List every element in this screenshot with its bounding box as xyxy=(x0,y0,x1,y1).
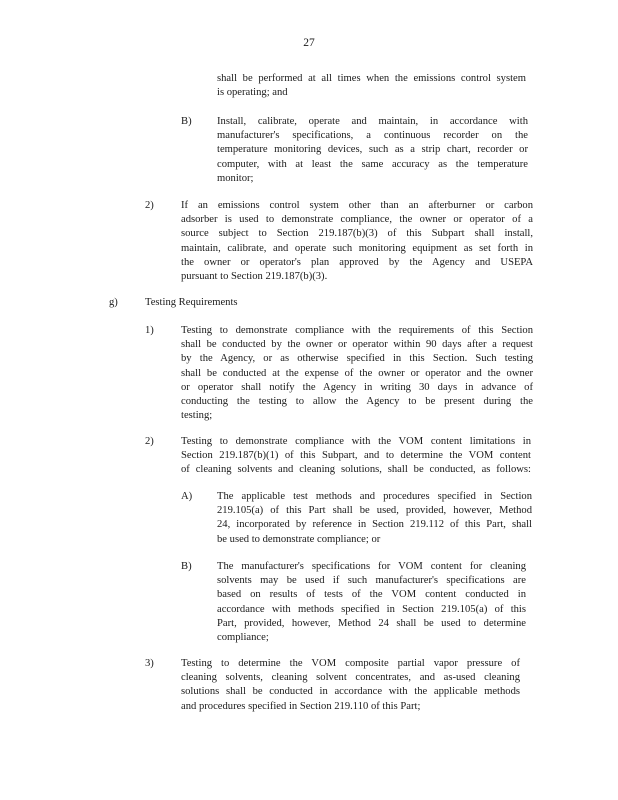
text-line: or operator shall notify the Agency in writing 30 days in advance of xyxy=(181,381,533,393)
text-line: Install, calibrate, operate and maintain, in accordance with xyxy=(217,116,528,127)
paragraph-item-b xyxy=(217,115,528,186)
text-line: monitor; xyxy=(217,172,254,184)
text-line: shall be conducted by the owner or operator within 90 days after a request xyxy=(181,339,533,351)
text-line: Section 219.187(b)(1) of this Subpart, and to determine the VOM content xyxy=(181,450,531,462)
text-line: adsorber is used to demonstrate compliance, the owner or operator of a xyxy=(181,214,533,226)
text-line: source subject to Section 219.187(b)(3) of this Subpart shall install, xyxy=(181,228,533,240)
item-label: 1) xyxy=(145,325,154,336)
text-line: and procedures specified in Section 219.110 of this Part; xyxy=(181,700,421,712)
text-line: solutions shall be conducted in accordance with the applicable methods xyxy=(181,686,520,698)
text-line: cleaning solvents, cleaning solvent concentrates, and as-used cleaning xyxy=(181,672,520,684)
text-line: pursuant to Section 219.187(b)(3). xyxy=(181,270,328,282)
text-line: based on results of tests of the VOM content conducted in xyxy=(217,589,526,601)
text-line: maintain, calibrate, and operate such monitoring equipment as set forth in xyxy=(181,242,533,254)
text-line: is operating; and xyxy=(217,87,288,99)
paragraph-item-g2 xyxy=(181,435,531,478)
text-line: If an emissions control system other than an afterburner or carbon xyxy=(181,200,533,211)
text-line: manufacturer's specifications, a continuous recorder on the xyxy=(217,130,528,142)
item-label: B) xyxy=(181,116,192,127)
paragraph-item-g3 xyxy=(181,657,520,714)
paragraph-item-g2a xyxy=(217,490,532,547)
text-line: the owner or operator's plan approved by the Agency and USEPA xyxy=(181,256,533,268)
text-line: Testing to demonstrate compliance with the requirements of this Section xyxy=(181,325,533,336)
item-label: 2) xyxy=(145,200,154,211)
text-line: of cleaning solvents and cleaning solutions, shall be conducted, as follows: xyxy=(181,464,531,476)
text-line: The manufacturer's specifications for VOM content for cleaning xyxy=(217,561,526,572)
text-line: Testing to determine the VOM composite partial vapor pressure of xyxy=(181,658,520,669)
text-line: Testing to demonstrate compliance with the VOM content limitations in xyxy=(181,436,531,447)
item-label: B) xyxy=(181,561,192,572)
text-line: 219.105(a) of this Part shall be used, provided, however, Method xyxy=(217,505,532,517)
section-heading xyxy=(145,296,345,310)
paragraph-item-g1 xyxy=(181,324,533,423)
text-line: 24, incorporated by reference in Section 219.112 of this Part, shall xyxy=(217,519,532,531)
page-number: 27 xyxy=(303,37,315,49)
text-line: accordance with methods specified in Section 219.105(a) of this xyxy=(217,603,526,615)
paragraph-item-g2b xyxy=(217,560,526,645)
section-label: g) xyxy=(109,297,118,308)
text-line: shall be performed at all times when the emissions control system xyxy=(217,73,526,84)
item-label: 3) xyxy=(145,658,154,669)
text-line: The applicable test methods and procedures specified in Section xyxy=(217,491,532,502)
text-line: Part, provided, however, Method 24 shall be used to determine xyxy=(217,617,526,629)
text-line: compliance; xyxy=(217,631,269,643)
text-line: testing; xyxy=(181,410,213,422)
text-line: solvents may be used if such manufacturer's specifications are xyxy=(217,575,526,587)
item-label: 2) xyxy=(145,436,154,447)
text-line: be used to demonstrate compliance; or xyxy=(217,533,381,545)
text-line: computer, with at least the same accuracy as the temperature xyxy=(217,158,528,170)
text-line: Testing Requirements xyxy=(145,297,238,308)
continuation-paragraph xyxy=(217,72,526,100)
text-line: by the Agency, or as otherwise specified in this Section. Such testing xyxy=(181,353,533,365)
text-line: conducting the testing to allow the Agency to be present during the xyxy=(181,395,533,407)
text-line: temperature monitoring devices, such as a strip chart, recorder or xyxy=(217,144,528,156)
paragraph-item-2 xyxy=(181,199,533,284)
text-line: shall be conducted at the expense of the owner or operator and the owner xyxy=(181,367,533,379)
item-label: A) xyxy=(181,491,193,502)
